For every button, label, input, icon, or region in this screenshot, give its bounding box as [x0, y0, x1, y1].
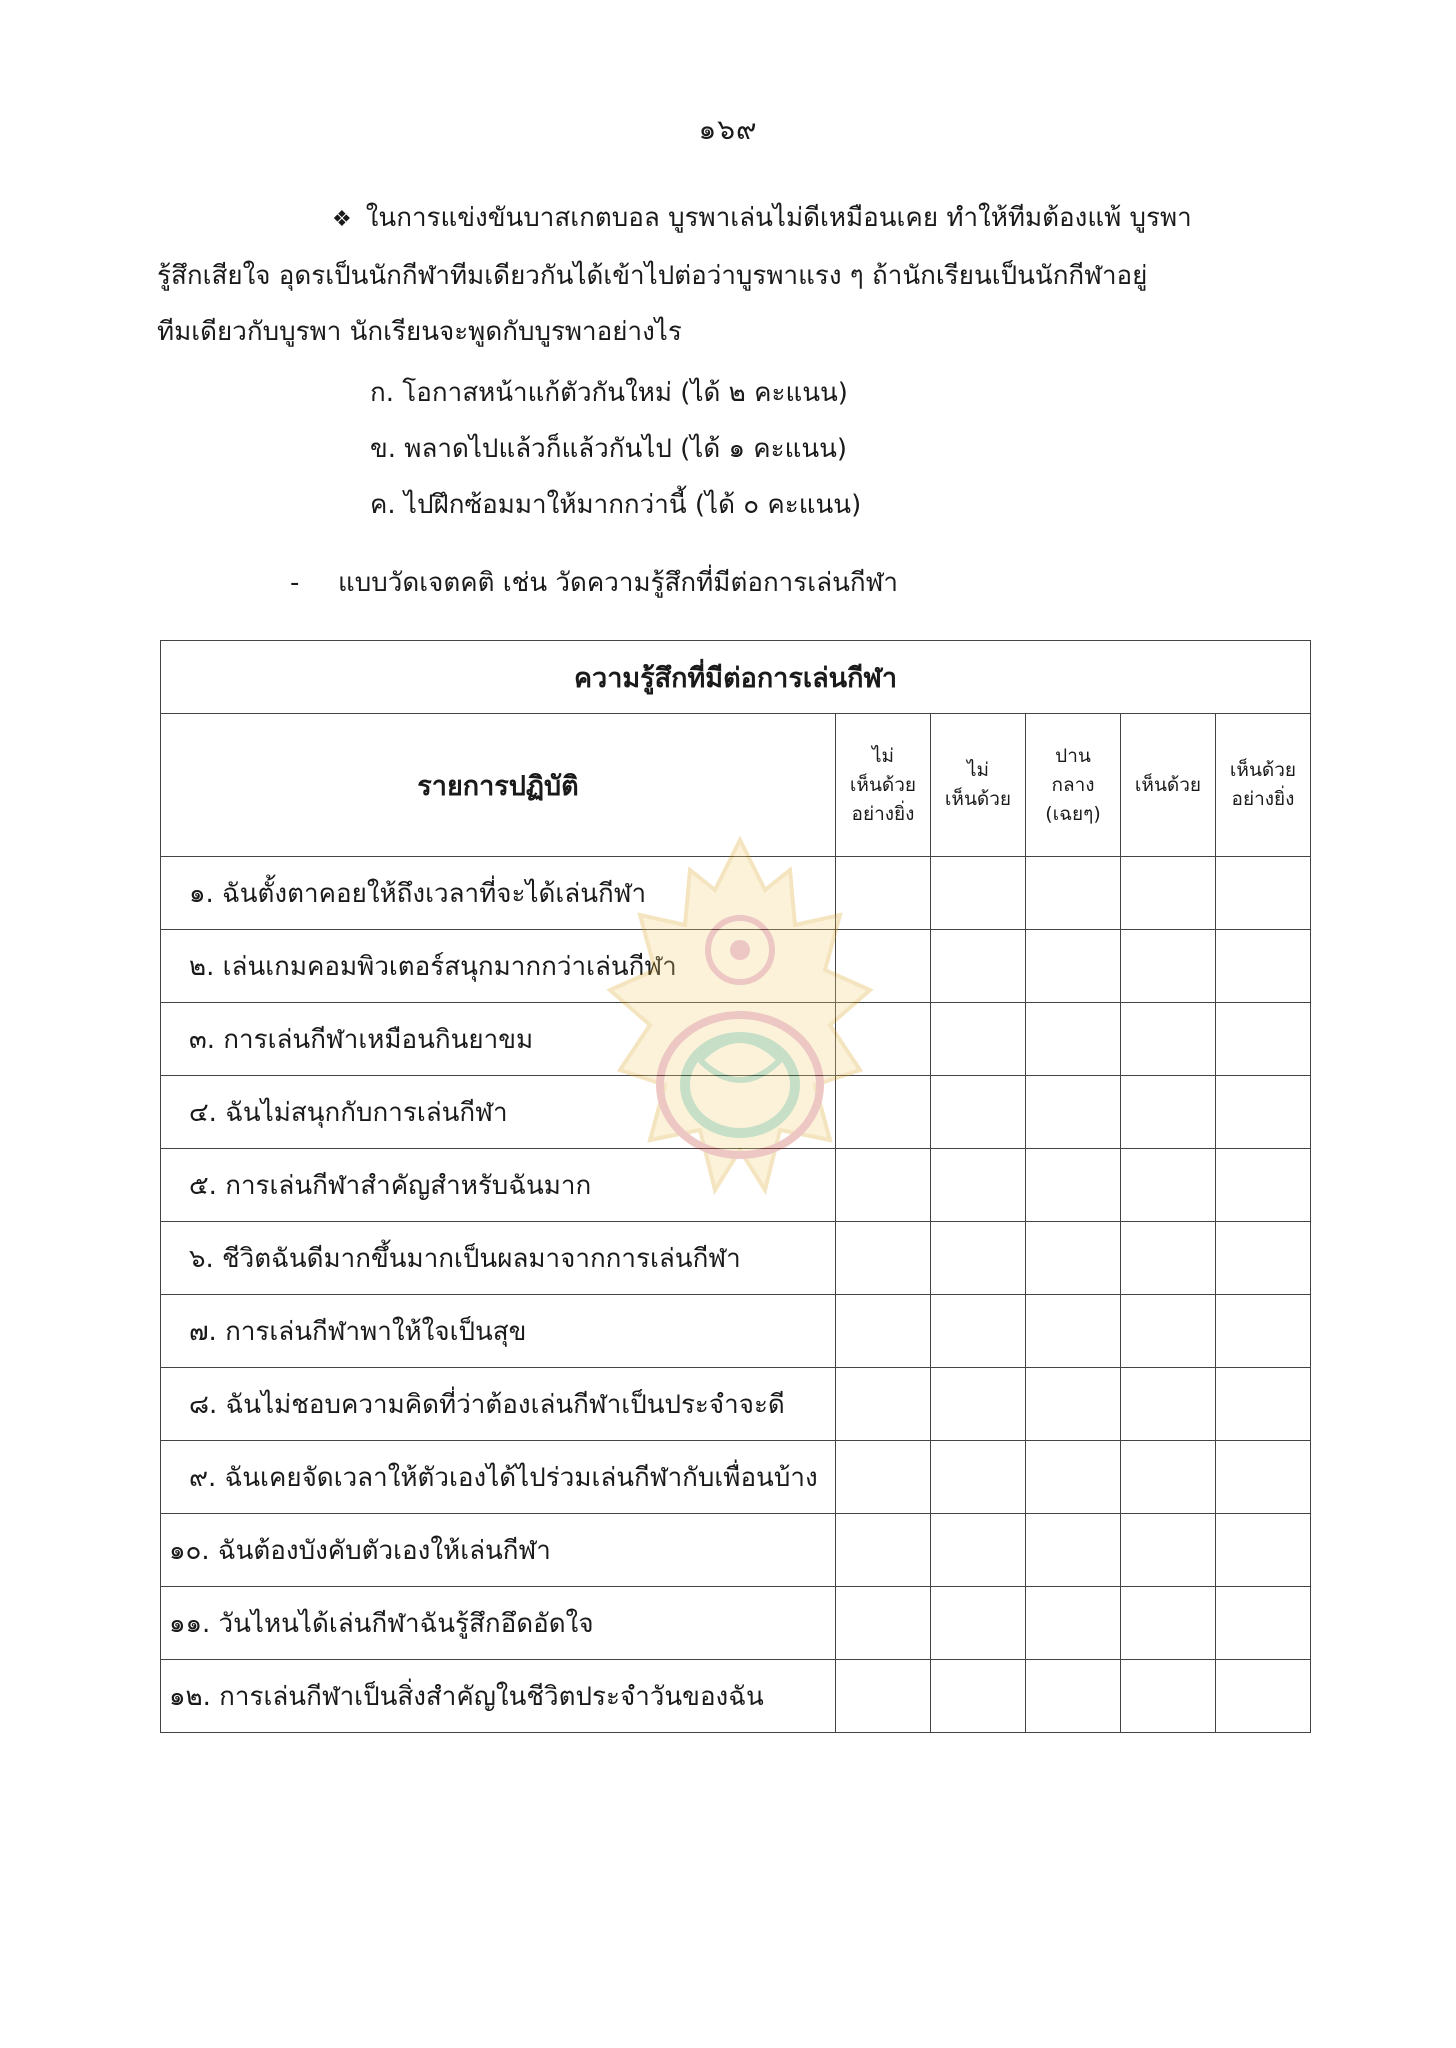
rating-cell[interactable]: [1026, 1076, 1121, 1149]
dash-marker: -: [290, 568, 300, 598]
option-a: ก. โอกาสหน้าแก้ตัวกันใหม่ (ได้ ๒ คะแนน): [370, 378, 848, 408]
rating-cell[interactable]: [1026, 1149, 1121, 1222]
rating-cell[interactable]: [1121, 1222, 1216, 1295]
rating-cell[interactable]: [1216, 1441, 1311, 1514]
rating-cell[interactable]: [1121, 1368, 1216, 1441]
attitude-survey-table: [160, 640, 1311, 1733]
rating-cell[interactable]: [836, 1660, 931, 1733]
attitude-intro: [290, 562, 898, 603]
rating-cell[interactable]: [1216, 857, 1311, 930]
item-statement: ๖. ชีวิตฉันดีมากขึ้นมากเป็นผลมาจากการเล่นกีฬา: [161, 1222, 836, 1295]
option-c: ค. ไปฝึกซ้อมมาให้มากกว่านี้ (ได้ ๐ คะแนน): [370, 490, 862, 520]
item-statement: ๗. การเล่นกีฬาพาให้ใจเป็นสุข: [161, 1295, 836, 1368]
table-row: [161, 857, 1311, 930]
scale-header-line: (เฉยๆ): [1045, 802, 1101, 825]
table-row: [161, 1660, 1311, 1733]
rating-cell[interactable]: [1121, 930, 1216, 1003]
table-row: [161, 930, 1311, 1003]
table-row: [161, 1587, 1311, 1660]
rating-cell[interactable]: [931, 1076, 1026, 1149]
scale-header-line: อย่างยิ่ง: [851, 802, 915, 825]
rating-cell[interactable]: [1026, 1003, 1121, 1076]
item-statement: ๓. การเล่นกีฬาเหมือนกินยาขม: [161, 1003, 836, 1076]
table-row: [161, 1003, 1311, 1076]
scale-column-header: [1216, 714, 1311, 857]
scale-header-line: เห็นด้วย: [944, 788, 1012, 810]
rating-cell[interactable]: [836, 930, 931, 1003]
rating-cell[interactable]: [836, 857, 931, 930]
table-row: [161, 1441, 1311, 1514]
rating-cell[interactable]: [931, 857, 1026, 930]
item-statement: ๒. เล่นเกมคอมพิวเตอร์สนุกมากกว่าเล่นกีฬา: [161, 930, 836, 1003]
scale-header-line: เห็นด้วย: [1134, 773, 1202, 796]
scale-column-header: [931, 714, 1026, 857]
answer-options: [370, 365, 861, 533]
scale-header-line: ปาน: [1055, 744, 1091, 767]
rating-cell[interactable]: [1216, 1514, 1311, 1587]
item-statement: ๔. ฉันไม่สนุกกับการเล่นกีฬา: [161, 1076, 836, 1149]
item-statement: ๙. ฉันเคยจัดเวลาให้ตัวเองได้ไปร่วมเล่นกีฬากับเพื่อนบ้าง: [161, 1441, 836, 1514]
rating-cell[interactable]: [931, 1003, 1026, 1076]
question-line-2: รู้สึกเสียใจ อุดรเป็นนักกีฬาทีมเดียวกันได้เข้าไปต่อว่าบูรพาแรง ๆ ถ้านักเรียนเป็นนักกีฬาอยู่: [157, 261, 1148, 291]
rating-cell[interactable]: [1026, 1587, 1121, 1660]
rating-cell[interactable]: [1121, 1587, 1216, 1660]
rating-cell[interactable]: [931, 1587, 1026, 1660]
item-statement: ๑๑. วันไหนได้เล่นกีฬาฉันรู้สึกอึดอัดใจ: [161, 1587, 836, 1660]
scale-header-line: เห็นด้วย: [1229, 759, 1297, 781]
rating-cell[interactable]: [836, 1222, 931, 1295]
item-statement: ๘. ฉันไม่ชอบความคิดที่ว่าต้องเล่นกีฬาเป็นประจำจะดี: [161, 1368, 836, 1441]
rating-cell[interactable]: [1121, 1149, 1216, 1222]
rating-cell[interactable]: [1026, 1441, 1121, 1514]
attitude-intro-text: แบบวัดเจตคติ เช่น วัดความรู้สึกที่มีต่อการเล่นกีฬา: [338, 568, 898, 598]
rating-cell[interactable]: [1121, 1295, 1216, 1368]
scale-header-line: กลาง: [1051, 773, 1095, 796]
rating-cell[interactable]: [1216, 1587, 1311, 1660]
rating-cell[interactable]: [1216, 1295, 1311, 1368]
rating-cell[interactable]: [1026, 1222, 1121, 1295]
rating-cell[interactable]: [836, 1587, 931, 1660]
option-b: ข. พลาดไปแล้วก็แล้วกันไป (ได้ ๑ คะแนน): [370, 434, 848, 464]
scale-header-line: เห็นด้วย: [849, 773, 917, 796]
rating-cell[interactable]: [836, 1441, 931, 1514]
rating-cell[interactable]: [836, 1076, 931, 1149]
question-line-1-text: ในการแข่งขันบาสเกตบอล บูรพาเล่นไม่ดีเหมือนเคย ทำให้ทีมต้องแพ้ บูรพา: [365, 203, 1192, 233]
scale-header-line: อย่างยิ่ง: [1231, 788, 1295, 810]
table-row: [161, 1076, 1311, 1149]
rating-cell[interactable]: [1026, 857, 1121, 930]
rating-cell[interactable]: [931, 930, 1026, 1003]
question-paragraph: [157, 190, 1312, 360]
rating-cell[interactable]: [1026, 930, 1121, 1003]
rating-cell[interactable]: [1121, 857, 1216, 930]
rating-cell[interactable]: [1026, 1660, 1121, 1733]
rating-cell[interactable]: [836, 1514, 931, 1587]
rating-cell[interactable]: [931, 1222, 1026, 1295]
scale-column-header: [1121, 714, 1216, 857]
diamond-bullet-icon: ❖: [332, 207, 352, 232]
rating-cell[interactable]: [1216, 1003, 1311, 1076]
survey-rows: [161, 857, 1311, 1733]
table-row: [161, 1149, 1311, 1222]
rating-cell[interactable]: [836, 1149, 931, 1222]
scale-column-header: [1026, 714, 1121, 857]
table-row: [161, 1295, 1311, 1368]
rating-cell[interactable]: [1026, 1295, 1121, 1368]
question-line-3: ทีมเดียวกับบูรพา นักเรียนจะพูดกับบูรพาอย่างไร: [157, 317, 682, 347]
rating-cell[interactable]: [836, 1368, 931, 1441]
rating-cell[interactable]: [931, 1295, 1026, 1368]
item-statement: ๑. ฉันตั้งตาคอยให้ถึงเวลาที่จะได้เล่นกีฬา: [161, 857, 836, 930]
table-row: [161, 1514, 1311, 1587]
rating-cell[interactable]: [1216, 930, 1311, 1003]
scale-header-line: ไม่: [871, 744, 895, 767]
item-statement: ๑๐. ฉันต้องบังคับตัวเองให้เล่นกีฬา: [161, 1514, 836, 1587]
item-statement: ๕. การเล่นกีฬาสำคัญสำหรับฉันมาก: [161, 1149, 836, 1222]
rating-cell[interactable]: [836, 1003, 931, 1076]
rating-cell[interactable]: [1216, 1076, 1311, 1149]
rating-cell[interactable]: [931, 1149, 1026, 1222]
rating-cell[interactable]: [1121, 1441, 1216, 1514]
rating-cell[interactable]: [931, 1660, 1026, 1733]
rating-cell[interactable]: [1216, 1368, 1311, 1441]
page-number: ๑๖๙: [698, 113, 758, 146]
item-statement: ๑๒. การเล่นกีฬาเป็นสิ่งสำคัญในชีวิตประจำวันของฉัน: [161, 1660, 836, 1733]
rating-cell[interactable]: [836, 1295, 931, 1368]
question-line-1: [157, 190, 1312, 248]
rating-cell[interactable]: [1216, 1660, 1311, 1733]
table-row: [161, 1222, 1311, 1295]
rating-cell[interactable]: [1121, 1660, 1216, 1733]
rating-cell[interactable]: [931, 1368, 1026, 1441]
rating-cell[interactable]: [1216, 1149, 1311, 1222]
rating-cell[interactable]: [1121, 1076, 1216, 1149]
rating-cell[interactable]: [1121, 1003, 1216, 1076]
rating-cell[interactable]: [1026, 1514, 1121, 1587]
rating-cell[interactable]: [1216, 1222, 1311, 1295]
item-column-header: รายการปฏิบัติ: [161, 714, 836, 857]
scale-header-line: ไม่: [966, 759, 990, 781]
rating-cell[interactable]: [931, 1514, 1026, 1587]
table-row: [161, 1368, 1311, 1441]
rating-cell[interactable]: [1026, 1368, 1121, 1441]
scale-column-header: [836, 714, 931, 857]
rating-cell[interactable]: [1121, 1514, 1216, 1587]
rating-cell[interactable]: [931, 1441, 1026, 1514]
table-title: ความรู้สึกที่มีต่อการเล่นกีฬา: [161, 641, 1311, 714]
